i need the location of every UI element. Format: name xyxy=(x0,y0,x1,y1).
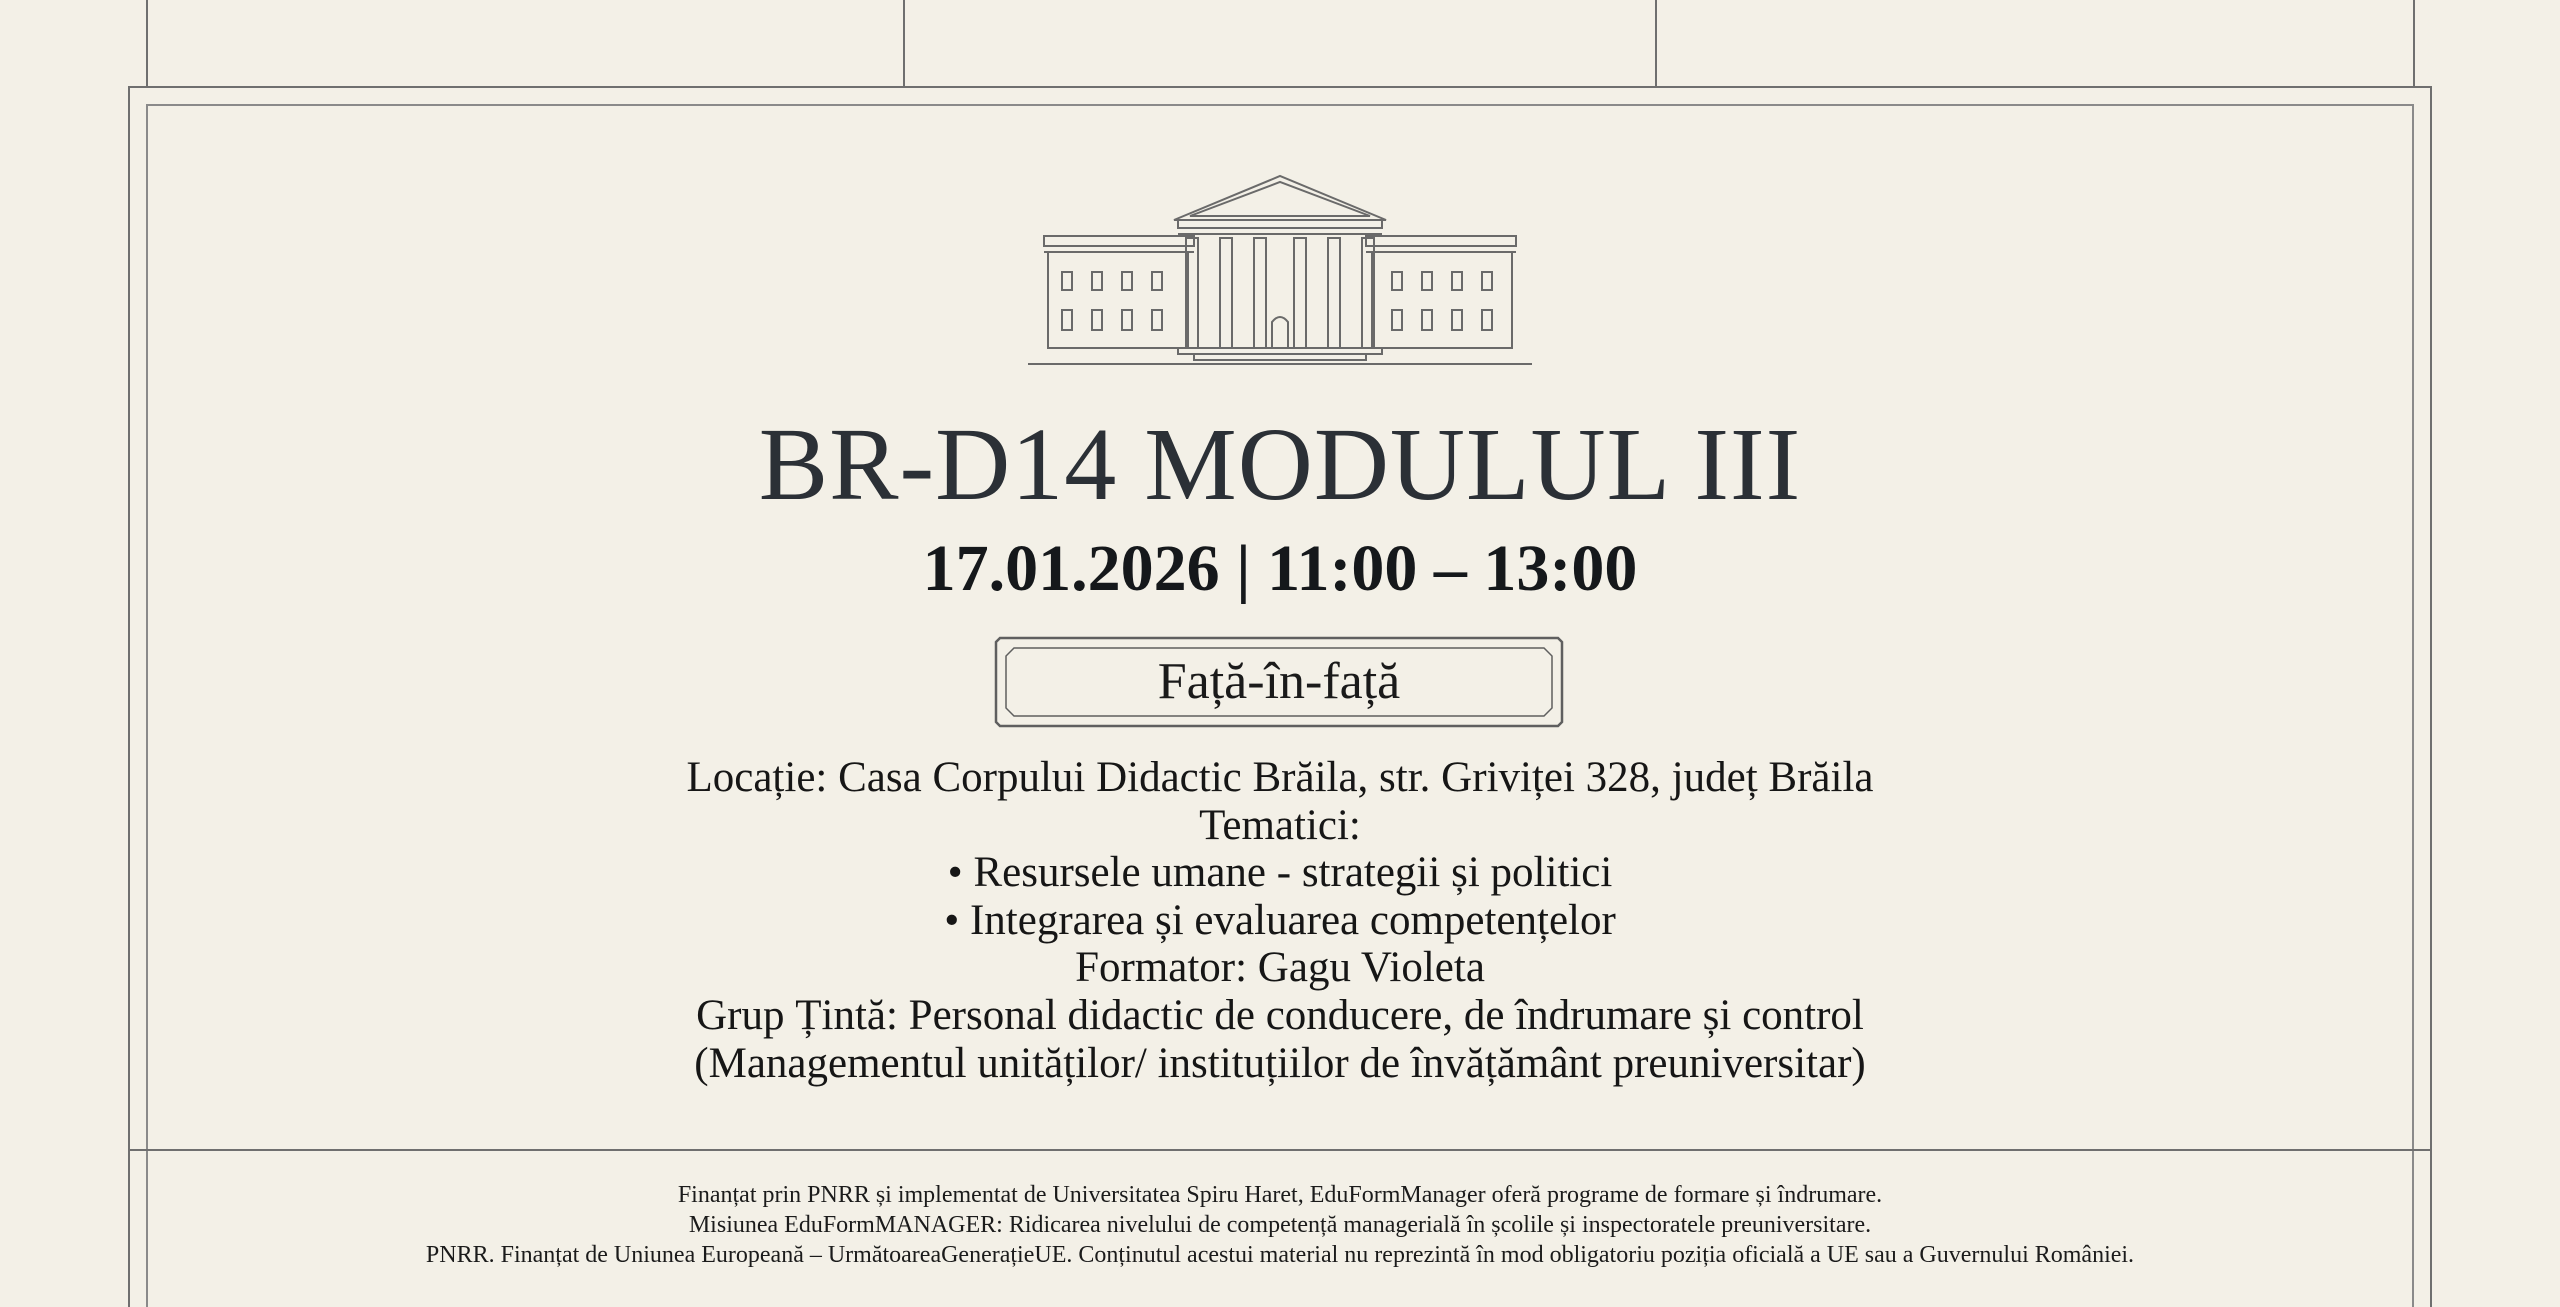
top-right-divider xyxy=(2413,0,2415,86)
top-center-right-divider xyxy=(1655,0,1657,86)
outer-border-right xyxy=(2430,86,2432,1307)
top-left-divider xyxy=(146,0,148,86)
topic-item: • Resursele umane - strategii și politici xyxy=(947,849,1613,897)
inner-border-top xyxy=(146,104,2414,106)
top-center-left-divider xyxy=(903,0,905,86)
trainer-line: Formator: Gagu Violeta xyxy=(1075,944,1485,992)
footer-line-3: PNRR. Finanțat de Uniunea Europeană – UrmătoareaGenerațieUE. Conținutul acestui material nu reprezintă în mod obligatoriu poziția oficială a UE sau a Guvernului României. xyxy=(425,1242,2135,1268)
event-datetime: 17.01.2026 | 11:00 – 13:00 xyxy=(922,532,1638,605)
outer-border-top xyxy=(128,86,2432,88)
format-badge xyxy=(994,636,1564,728)
inner-border-left xyxy=(146,104,148,1307)
target-group-note: (Managementul unităților/ instituțiilor de învățământ preuniversitar) xyxy=(694,1039,1866,1087)
footer-disclaimer xyxy=(0,1180,2560,1270)
format-badge-label: Față-în-față xyxy=(1157,653,1401,710)
footer-divider xyxy=(128,1149,2432,1151)
location-line: Locație: Casa Corpului Didactic Brăila, str. Griviței 328, județ Brăila xyxy=(686,754,1874,801)
footer-line-2: Misiunea EduFormMANAGER: Ridicarea nivelului de competență managerială în școlile și inspectoratele preuniversitare. xyxy=(688,1212,1872,1238)
target-group-line: Grup Țintă: Personal didactic de conducere, de îndrumare și control xyxy=(696,991,1864,1039)
event-details xyxy=(0,754,2560,1087)
event-title: BR-D14 MODULUL III xyxy=(758,407,1802,522)
topic-item: • Integrarea și evaluarea competențelor xyxy=(944,896,1616,944)
topics-heading: Tematici: xyxy=(1199,801,1361,849)
outer-border-left xyxy=(128,86,130,1307)
inner-border-right xyxy=(2412,104,2414,1307)
footer-line-1: Finanțat prin PNRR și implementat de Universitatea Spiru Haret, EduFormManager oferă programe de formare și îndrumare. xyxy=(677,1182,1883,1208)
institution-building-icon xyxy=(1028,172,1532,368)
